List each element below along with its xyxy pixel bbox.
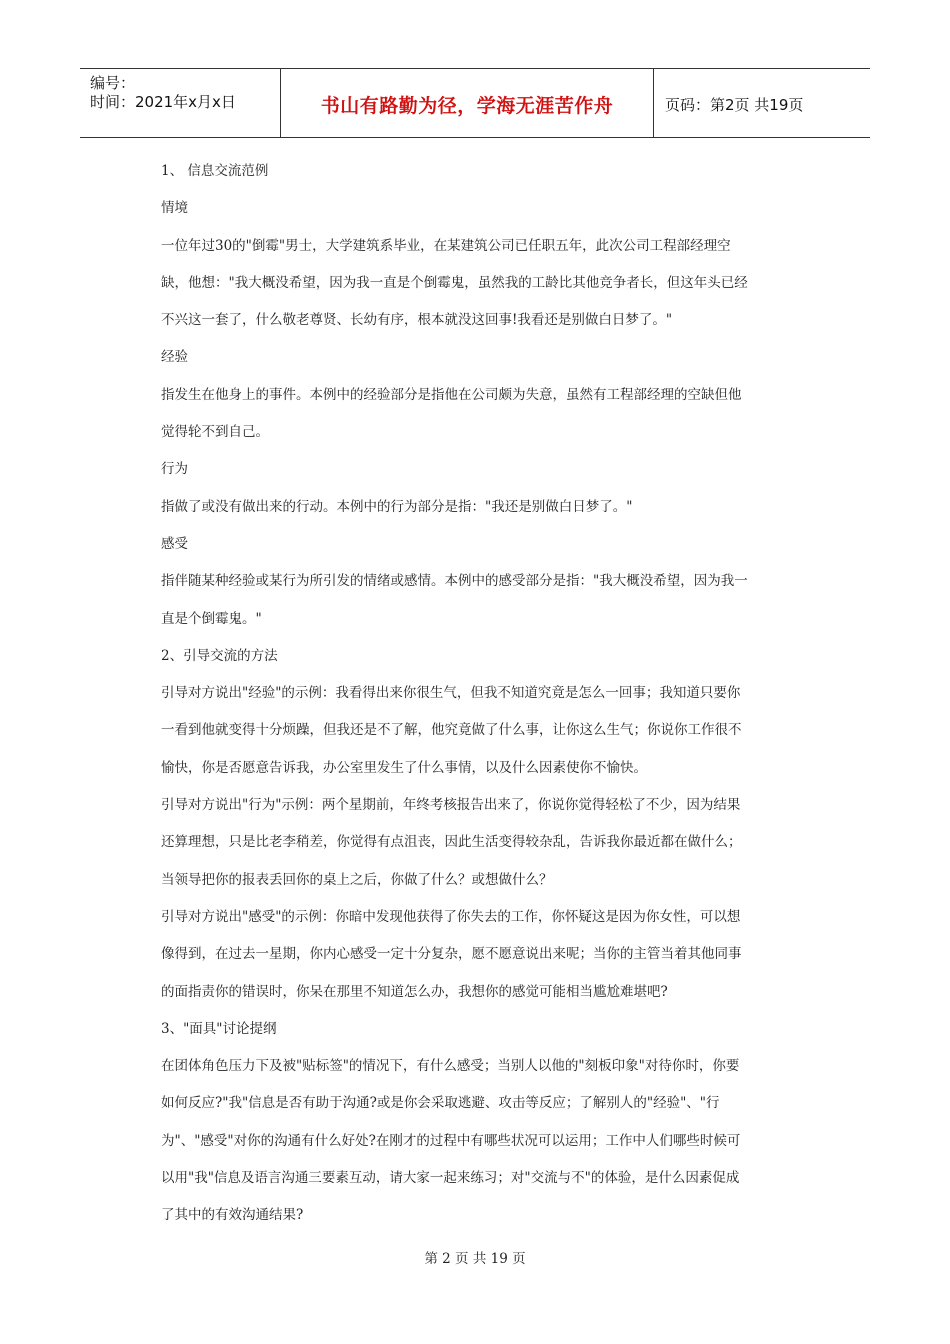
paragraph-line: 如何反应?"我"信息是否有助于沟通?或是你会采取逃避、攻击等反应；了解别人的"经验"、"行 — [161, 1095, 720, 1112]
section-heading: 2、引导交流的方法 — [161, 647, 278, 664]
section-heading: 1、 信息交流范例 — [161, 163, 269, 179]
document-date-label: 时间：2021年x月x日 — [90, 93, 236, 111]
header-motto-cell — [280, 69, 654, 137]
paragraph-line: 还算理想，只是比老李稍差，你觉得有点沮丧，因此生活变得较杂乱，告诉我你最近都在做什么； — [161, 834, 742, 851]
page-footer: 第 2 页 共 19 页 — [424, 1251, 526, 1267]
subheading: 经验 — [161, 349, 188, 366]
paragraph-line: 不兴这一套了，什么敬老尊贤、长幼有序，根本就没这回事!我看还是别做白日梦了。" — [161, 312, 673, 329]
header-page-info: 页码：第2页 共19页 — [665, 96, 804, 114]
paragraph-line: 指发生在他身上的事件。本例中的经验部分是指他在公司颇为失意，虽然有工程部经理的空缺但他 — [161, 386, 742, 403]
subheading: 感受 — [161, 535, 188, 552]
header-page-cell — [653, 69, 870, 137]
paragraph-line: 指伴随某种经验或某行为所引发的情绪或感情。本例中的感受部分是指："我大概没希望，因为我一 — [161, 573, 748, 590]
paragraph-line: 指做了或没有做出来的行动。本例中的行为部分是指："我还是别做白日梦了。" — [161, 498, 633, 515]
paragraph-line: 像得到，在过去一星期，你内心感受一定十分复杂，愿不愿意说出来呢；当你的主管当着其他同事 — [161, 946, 742, 963]
document-body — [161, 160, 789, 1242]
paragraph-line: 缺，他想："我大概没希望，因为我一直是个倒霉鬼，虽然我的工龄比其他竞争者长，但这年头已经 — [161, 274, 748, 291]
paragraph-line: 愉快，你是否愿意告诉我，办公室里发生了什么事情，以及什么因素使你不愉快。 — [161, 759, 647, 776]
header-meta-cell — [80, 69, 280, 137]
paragraph-line: 为"、"感受"对你的沟通有什么好处?在刚才的过程中有哪些状况可以运用；工作中人们哪些时候可 — [161, 1132, 741, 1149]
paragraph-line: 直是个倒霉鬼。" — [161, 610, 262, 627]
header-motto: 书山有路勤为径，学海无涯苦作舟 — [320, 95, 614, 117]
paragraph-line: 了其中的有效沟通结果? — [161, 1207, 304, 1224]
document-number-label: 编号： — [90, 74, 136, 92]
paragraph-line: 在团体角色压力下及被"贴标签"的情况下，有什么感受；当别人以他的"刻板印象"对待你时，你要 — [161, 1058, 740, 1075]
paragraph-line: 引导对方说出"经验"的示例：我看得出来你很生气，但我不知道究竟是怎么一回事；我知道只要你 — [161, 685, 741, 702]
subheading: 情境 — [161, 200, 188, 217]
subheading: 行为 — [161, 461, 188, 478]
page-header — [80, 68, 870, 138]
paragraph-line: 的面指责你的错误时，你呆在那里不知道怎么办，我想你的感觉可能相当尴尬难堪吧? — [161, 983, 668, 1000]
paragraph-line: 当领导把你的报表丢回你的桌上之后，你做了什么？或想做什么？ — [161, 871, 553, 888]
paragraph-line: 一看到他就变得十分烦躁，但我还是不了解，他究竟做了什么事，让你这么生气；你说你工作很不 — [161, 722, 742, 739]
paragraph-line: 以用"我"信息及语言沟通三要素互动，请大家一起来练习；对"交流与不"的体验，是什么因素促成 — [161, 1170, 740, 1187]
paragraph-line: 觉得轮不到自己。 — [161, 424, 269, 441]
paragraph-line: 一位年过30的"倒霉"男士，大学建筑系毕业，在某建筑公司已任职五年，此次公司工程部经理空 — [161, 237, 731, 254]
paragraph-line: 引导对方说出"感受"的示例：你暗中发现他获得了你失去的工作，你怀疑这是因为你女性，可以想 — [161, 908, 741, 925]
paragraph-line: 引导对方说出"行为"示例：两个星期前，年终考核报告出来了，你说你觉得轻松了不少，因为结果 — [161, 797, 741, 814]
section-heading: 3、"面具"讨论提纲 — [161, 1020, 277, 1037]
